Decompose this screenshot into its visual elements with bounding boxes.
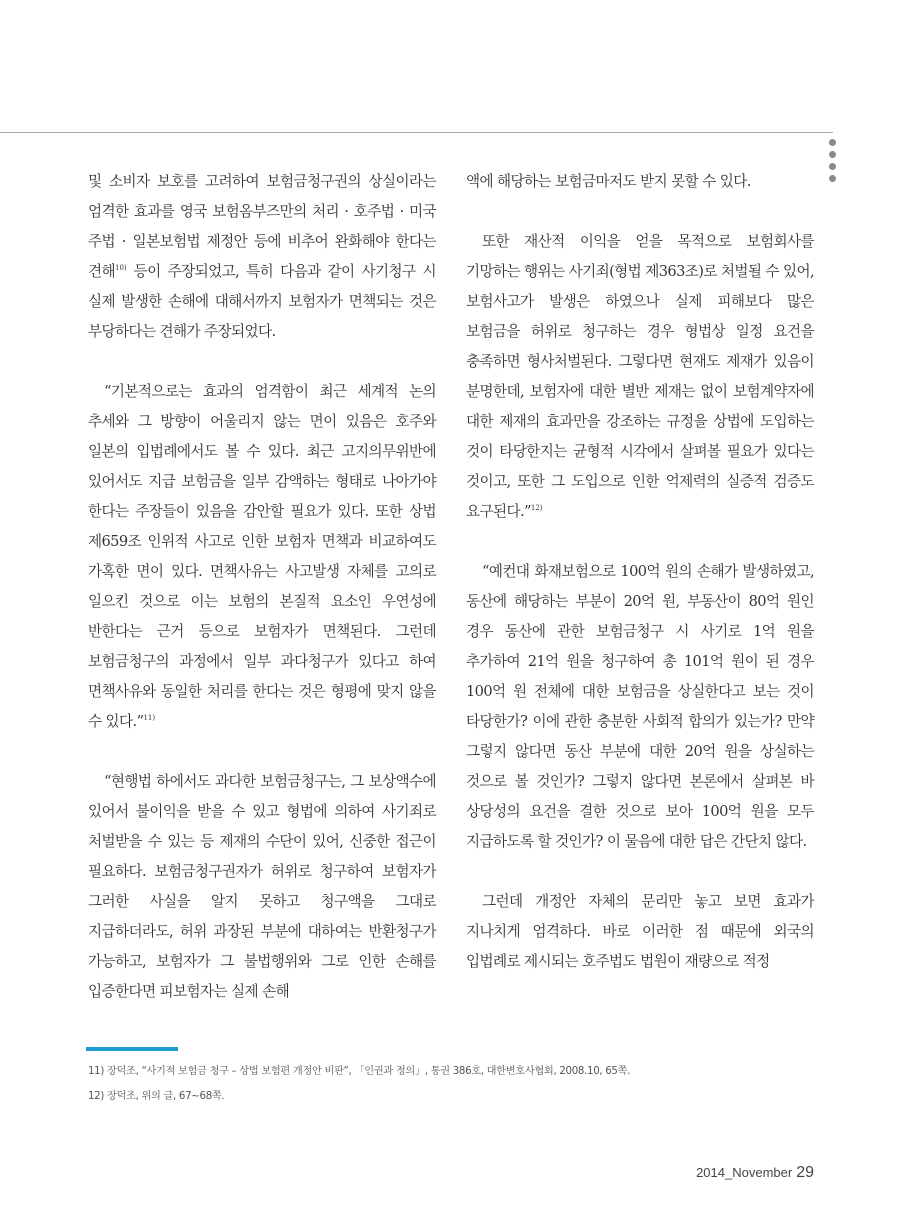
footnote-ref: 10) [115,264,127,273]
decorative-dots [829,139,839,187]
footnote-12: 12) 장덕조, 위의 글, 67~68쪽. [88,1091,225,1102]
footnote-ref: 11) [143,714,156,723]
dot-icon [829,175,836,182]
header-rule [0,132,833,133]
dot-icon [829,139,836,146]
right-column [466,167,814,977]
paragraph: 또한 재산적 이익을 얻을 목적으로 보험회사를 기망하는 행위는 사기죄(형법 제363조)로 처벌될 수 있어, 보험사고가 발생은 하였으나 실제 피해보다 많은 보험금을 허위로 청구하는 경우 형법상 일정 요건을 충족하면 형사처벌된다. 그렇다면 현재도 제재가 있음이 분명한데, 보험자에 대한 별반 제재는 없이 보험계약자에 대한 제재의 효과만을 강조하는 규정을 상법에 도입하는 것이 타당한지는 균형적 시각에서 살펴볼 필요가 있다는 것이고, 또한 그 도입으로 인한 억제력의 실증적 검증도 요구된다.”$^{12)}$ [466,233,814,520]
paragraph: 그런데 개정안 자체의 문리만 놓고 보면 효과가 지나치게 엄격하다. 바로 이러한 점 때문에 외국의 입법례로 제시되는 호주법도 법원이 재량으로 적정 [466,893,814,970]
paragraph: 및 소비자 보호를 고려하여 보험금청구권의 상실이라는 엄격한 효과를 영국 보험옴부즈만의 처리 · 호주법 · 미국 주법 · 일본보험법 제정안 등에 비추어 완화해야 한다는 견해$^{10)}$ 등이 주장되었고, 특히 다음과 같이 사기청구 시 실제 발생한 손해에 대해서까지 보험자가 면책되는 것은 부당하다는 견해가 주장되었다. [88,173,436,340]
issue-label: 2014_November [696,1165,793,1180]
footnote-ref: 12) [530,504,543,513]
quote-paragraph: “현행법 하에서도 과다한 보험금청구는, 그 보상액수에 있어서 불이익을 받을 수 있고 형법에 의하여 사기죄로 처벌받을 수 있는 등 제재의 수단이 있어, 신중한 접근이 필요하다. 보험금청구권자가 허위로 청구하여 보험자가 그러한 사실을 알지 못하고 청구액을 그대로 지급하더라도, 허위 과장된 부분에 대하여는 반환청구가 가능하고, 보험자가 그 불법행위와 그로 인한 손해를 입증한다면 피보험자는 실제 손해 [88,773,436,1000]
footnotes [88,1059,828,1109]
dot-icon [829,163,836,170]
page-footer [696,1164,814,1182]
left-column [88,167,436,1007]
paragraph: 액에 해당하는 보험금마저도 받지 못할 수 있다. [466,173,751,190]
quote-paragraph: “기본적으로는 효과의 엄격함이 최근 세계적 논의 추세와 그 방향이 어울리지 않는 면이 있음은 호주와 일본의 입법례에서도 볼 수 있다. 최근 고지의무위반에 있어서도 지급 보험금을 일부 감액하는 형태로 나아가야 한다는 주장들이 있음을 감안할 필요가 있다. 또한 상법 제659조 인위적 사고로 인한 보험자 면책과 비교하여도 가혹한 면이 있다. 면책사유는 사고발생 자체를 고의로 일으킨 것으로 이는 보험의 본질적 요소인 우연성에 반한다는 근거 등으로 보험자가 면책된다. 그런데 보험금청구의 과정에서 일부 과다청구가 있다고 하여 면책사유와 동일한 처리를 한다는 것은 형평에 맞지 않을 수 있다.”$^{11)}$ [88,383,436,730]
footnote-11: 11) 장덕조, “사기적 보험금 청구 – 상법 보험편 개정안 비판”, 「인권과 정의」, 통권 386호, 대한변호사협회, 2008.10, 65쪽. [88,1066,631,1077]
dot-icon [829,151,836,158]
footnote-accent-bar [86,1047,178,1051]
quote-paragraph: “예컨대 화재보험으로 100억 원의 손해가 발생하였고, 동산에 해당하는 부분이 20억 원, 부동산이 80억 원인 경우 동산에 관한 보험금청구 시 사기로 1억 원을 추가하여 21억 원을 청구하여 총 101억 원이 된 경우 100억 원 전체에 대한 보험금을 상실한다고 보는 것이 타당한가? 이에 관한 충분한 사회적 합의가 있는가? 만약 그렇지 않다면 동산 부분에 대한 20억 원을 상실하는 것으로 볼 것인가? 그렇지 않다면 본론에서 살펴본 바 상당성의 요건을 결한 것으로 보아 100억 원을 모두 지급하도록 할 것인가? 이 물음에 대한 답은 간단치 않다. [466,563,814,850]
page-number: 29 [796,1164,814,1181]
